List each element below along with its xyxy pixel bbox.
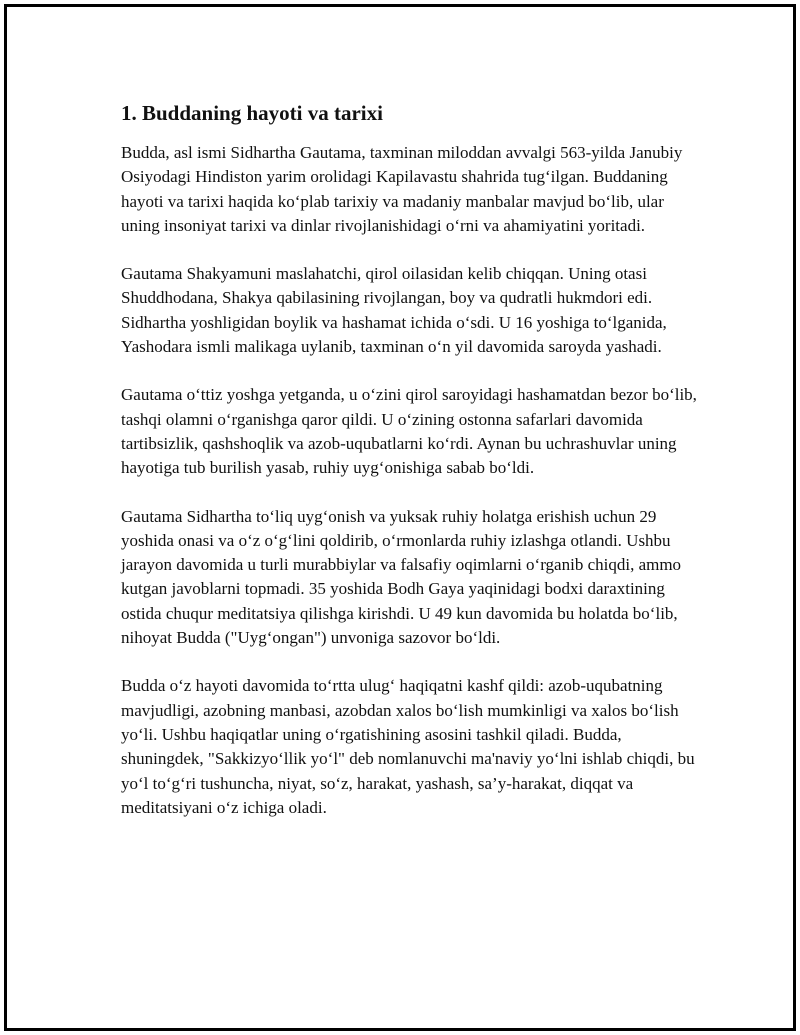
paragraph-4: Gautama Sidhartha to‘liq uyg‘onish va yuksak ruhiy holatga erishish uchun 29 yoshida onasi va o‘z o‘g‘lini qoldirib, o‘rmonlarda ruhiy izlashga otlandi. Ushbu jarayon davomida u turli murabbiylar va falsafiy oqimlarni o‘rganib chiqdi, ammo kutgan javoblarni topmadi. 35 yoshida Bodh Gaya yaqinidagi bodxi daraxtining ostida chuqur meditatsiya qilishga kirishdi. U 49 kun davomida bu holatda bo‘lib, nihoyat Budda ("Uyg‘ongan") unvoniga sazovor bo‘ldi. — [121, 506, 682, 648]
document-body — [121, 99, 701, 844]
section-heading: 1. Buddaning hayoti va tarixi — [121, 101, 383, 125]
paragraph-2: Gautama Shakyamuni maslahatchi, qirol oilasidan kelib chiqqan. Uning otasi Shuddhodana, Shakya qabilasining rivojlangan, boy va qudratli hukmdori edi. Sidhartha yoshligidan boylik va hashamat ichida o‘sdi. U 16 yoshiga to‘lganida, Yashodara ismli malikaga uylanib, taxminan o‘n yil davomida saroyda yashadi. — [121, 264, 667, 357]
page-frame — [4, 4, 796, 1031]
paragraph-1: Budda, asl ismi Sidhartha Gautama, taxminan miloddan avvalgi 563-yilda Janubiy Osiyodagi Hindiston yarim orolidagi Kapilavastu shahrida tug‘ilgan. Buddaning hayoti va tarixi haqida ko‘plab tarixiy va madaniy manbalar mavjud bo‘lib, ular uning insoniyat tarixi va dinlar rivojlanishidagi o‘rni va ahamiyatini yoritadi. — [121, 143, 683, 235]
paragraph-3: Gautama o‘ttiz yoshga yetganda, u o‘zini qirol saroyidagi hashamatdan bezor bo‘lib, tashqi olamni o‘rganishga qaror qildi. U o‘zining ostonna safarlari davomida tartibsizlik, qashshoqlik va azob-uqubatlarni ko‘rdi. Aynan bu uchrashuvlar uning hayotiga tub burilish yasab, ruhiy uyg‘onishiga sabab bo‘ldi. — [121, 385, 697, 478]
paragraph-5: Budda o‘z hayoti davomida to‘rtta ulug‘ haqiqatni kashf qildi: azob-uqubatning mavjudligi, azobning manbasi, azobdan xalos bo‘lish mumkinligi va xalos bo‘lish yo‘li. Ushbu haqiqatlar uning o‘rgatishining asosini tashkil qiladi. Budda, shuningdek, "Sakkizyo‘llik yo‘l" deb nomlanuvchi ma'naviy yo‘lni ishlab chiqdi, bu yo‘l to‘g‘ri tushuncha, niyat, so‘z, harakat, yashash, sa’y-harakat, diqqat va meditatsiyani o‘z ichiga oladi. — [121, 676, 695, 817]
